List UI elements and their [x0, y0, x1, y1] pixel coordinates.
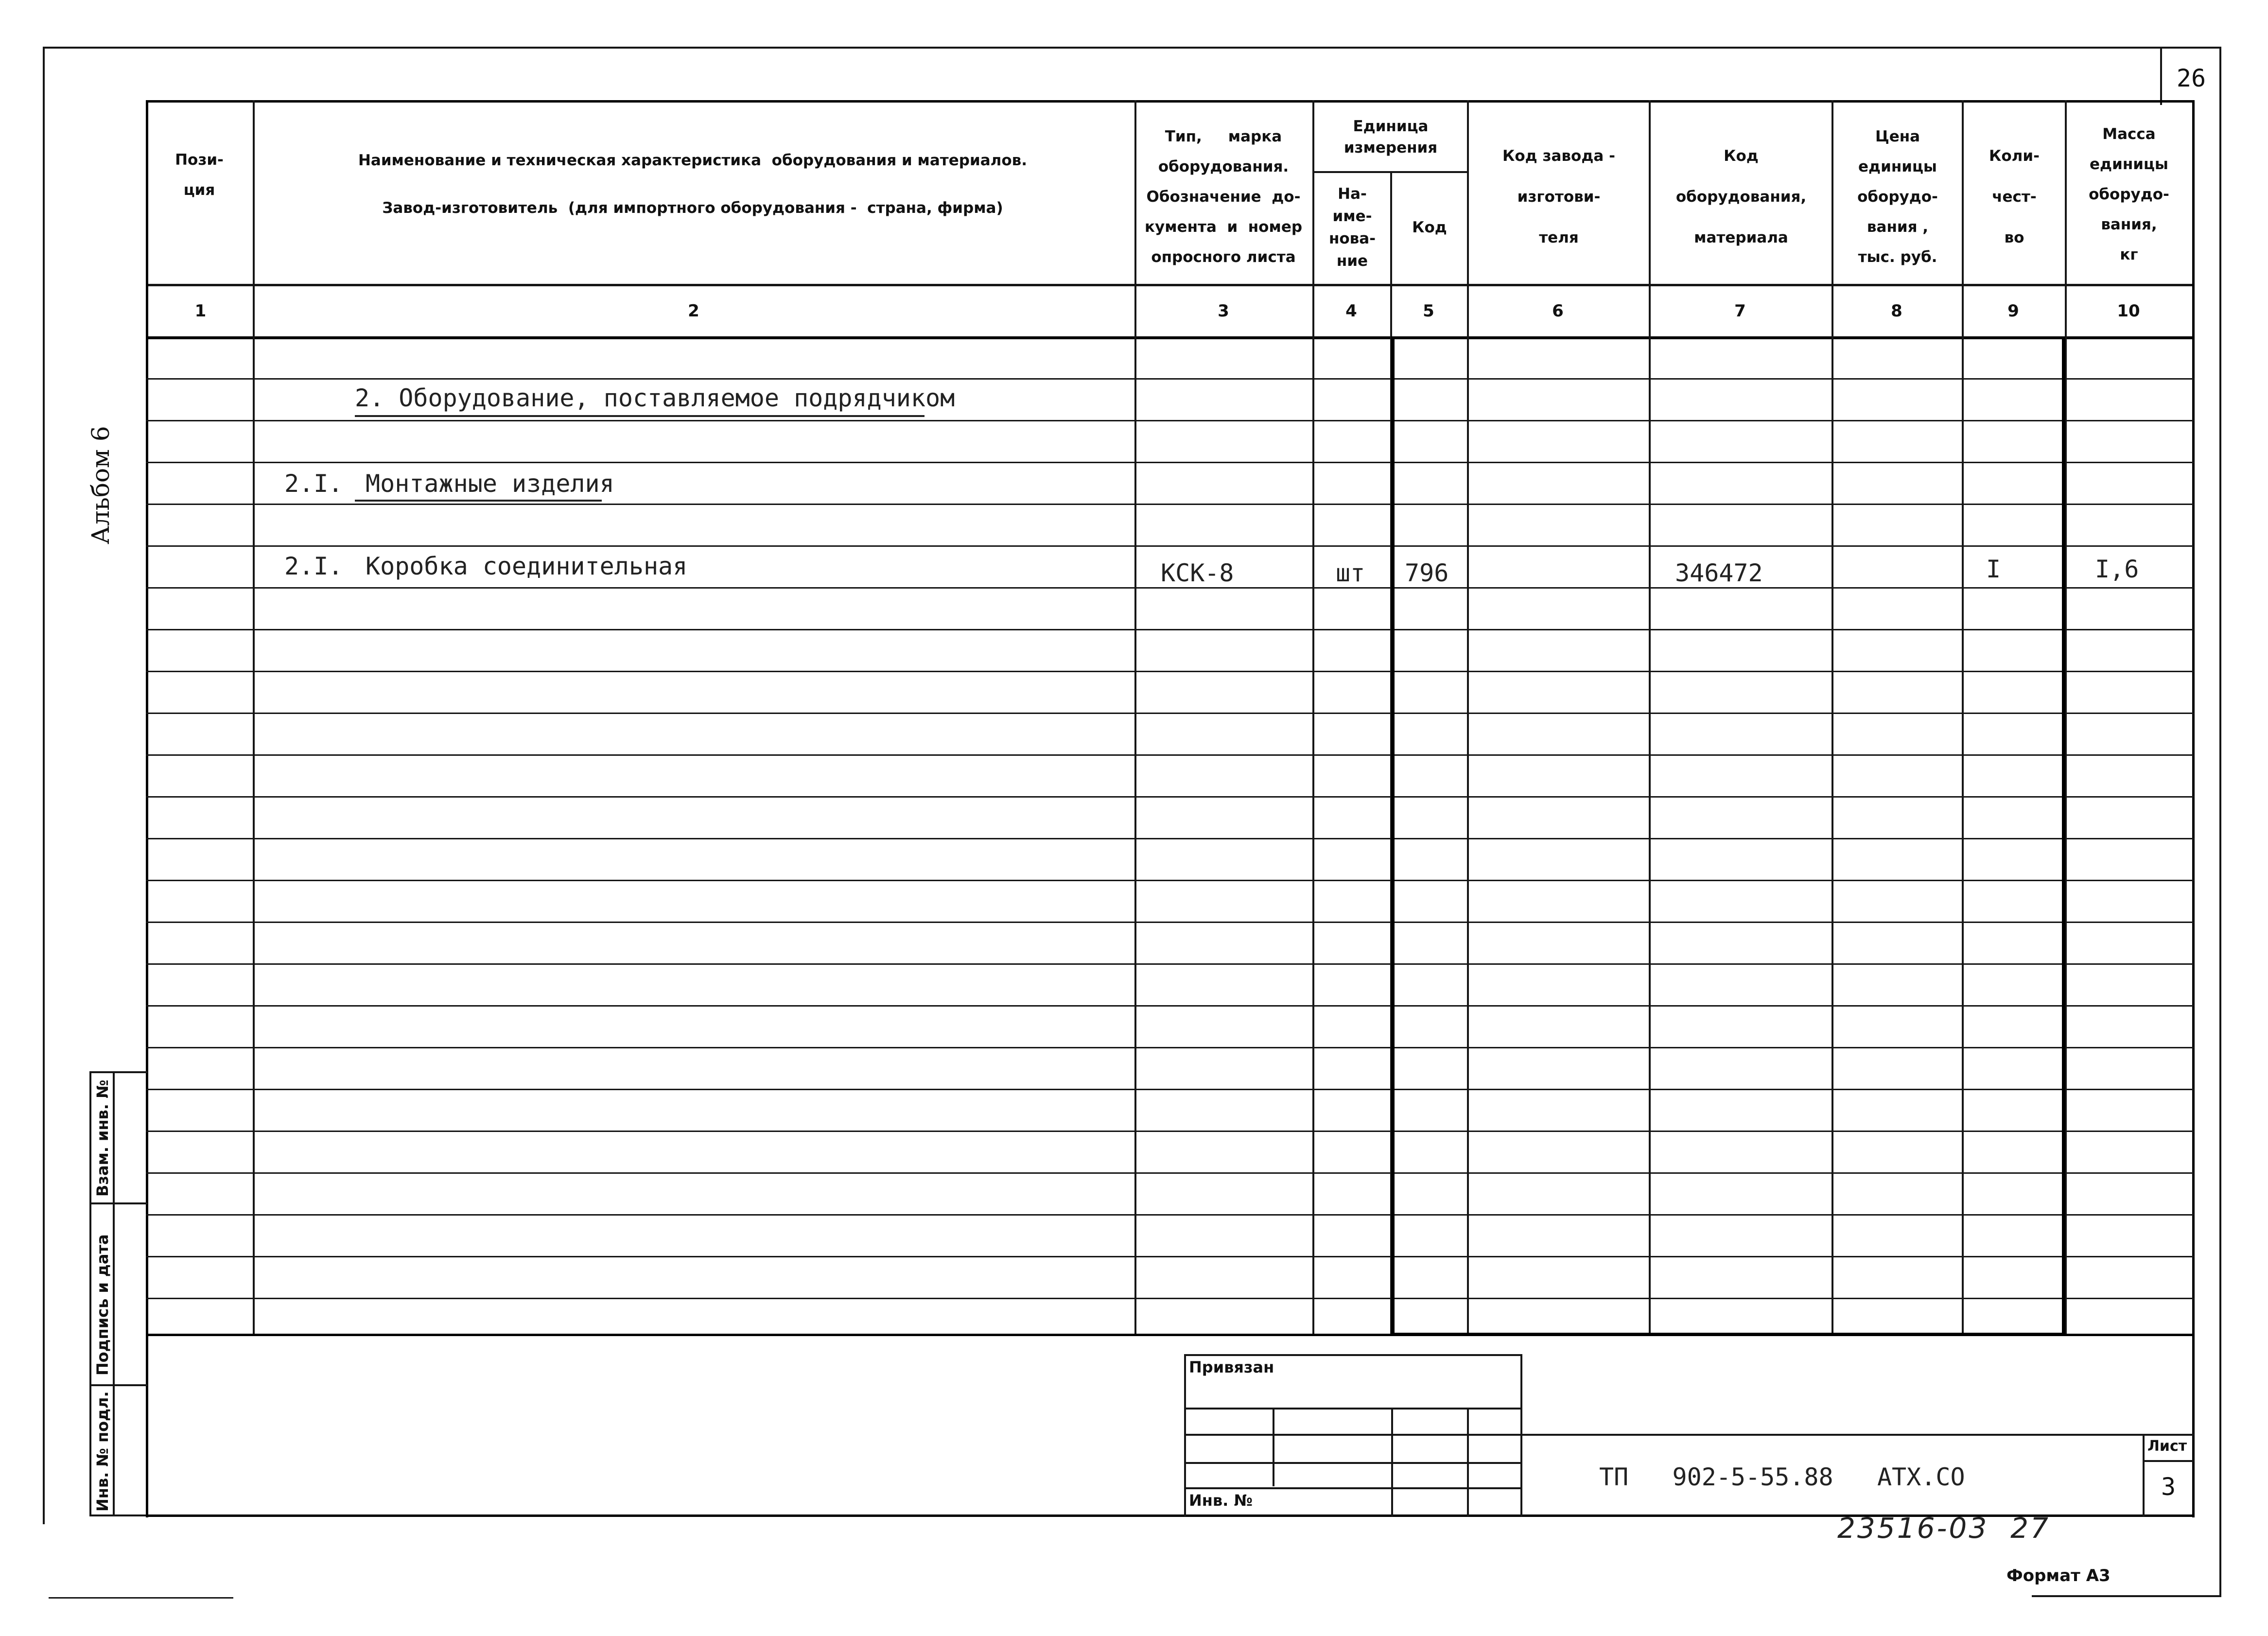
table-row-line — [146, 378, 2194, 380]
table-row-line — [146, 1298, 2194, 1299]
item-unit-name: шт — [1336, 559, 1365, 587]
item-equipment-code: 346472 — [1675, 559, 1763, 587]
header-bottom-border — [146, 284, 2194, 286]
frame-bottom-stub — [49, 1597, 233, 1599]
header-factory-code: Код завода - изготови- теля — [1502, 147, 1615, 246]
column-number-4: 4 — [1345, 301, 1357, 321]
header-name-line2: Завод-изготовитель (для импортного оборудования - страна, фирма) — [382, 199, 1003, 217]
table-row-line — [146, 587, 2194, 589]
table-row-line — [146, 462, 2194, 463]
table-row-line — [146, 1256, 2194, 1257]
side-stamp-left — [89, 1071, 91, 1516]
side-stamp-signature-date: Подпись и дата — [93, 1234, 112, 1375]
item-mass: I,6 — [2095, 555, 2139, 583]
unit-group-divider — [1312, 171, 1467, 173]
column-number-2: 2 — [688, 301, 699, 321]
table-row-line — [146, 838, 2194, 839]
tied-col3 — [1467, 1408, 1469, 1516]
sheet-label: Лист — [2147, 1438, 2187, 1455]
header-unit-name: На- име- нова- ние — [1328, 185, 1376, 270]
side-stamp-div1 — [89, 1202, 148, 1204]
sheet-number: 3 — [2161, 1473, 2176, 1501]
table-row-line — [146, 420, 2194, 421]
header-position: Пози- ция — [175, 151, 224, 199]
table-row-line — [146, 1172, 2194, 1174]
table-row-line — [146, 504, 2194, 505]
format-label: Формат А3 — [2006, 1566, 2111, 1585]
header-quantity: Коли- чест- во — [1989, 147, 2040, 246]
header-price: Цена единицы оборудо- вания , тыс. руб. — [1857, 128, 1938, 266]
body-box-bottom — [1391, 1333, 2065, 1336]
column-number-7: 7 — [1734, 301, 1746, 321]
table-row-line — [146, 1214, 2194, 1216]
table-row-line — [146, 754, 2194, 756]
section-title-underline — [355, 415, 925, 417]
frame-top-border — [43, 47, 2221, 49]
subsection-title-underline — [355, 500, 602, 502]
table-row-line — [146, 880, 2194, 881]
doc-code: ТП 902-5-55.88 АТХ.СО — [1599, 1463, 1965, 1491]
table-row-line — [146, 545, 2194, 547]
header-unit-code: Код — [1412, 219, 1447, 236]
tied-row2 — [1184, 1434, 1522, 1436]
tied-label: Привязан — [1189, 1358, 1274, 1376]
table-row-line — [146, 629, 2194, 630]
tied-row1 — [1184, 1408, 1522, 1410]
table-row-line — [146, 1089, 2194, 1090]
table-top-border — [146, 100, 2194, 103]
page-number: 26 — [2176, 64, 2206, 92]
tied-col1 — [1273, 1408, 1274, 1486]
column-number-8: 8 — [1891, 301, 1902, 321]
frame-left-border — [43, 47, 45, 1524]
header-equipment-code: Код оборудования, материала — [1675, 147, 1807, 246]
table-row-line — [146, 1047, 2194, 1048]
doc-code-top — [1520, 1434, 2194, 1436]
item-unit-code: 796 — [1405, 559, 1449, 587]
column-divider — [1832, 100, 1833, 1335]
subsection-title: Монтажные изделия — [366, 470, 614, 498]
table-row-line — [146, 963, 2194, 965]
side-stamp-middle — [113, 1071, 115, 1516]
column-number-1: 1 — [194, 301, 207, 321]
column-number-6: 6 — [1552, 301, 1564, 321]
tied-box-top — [1184, 1354, 1522, 1356]
frame-right-border — [2219, 47, 2221, 1597]
sheet-box-divider — [2143, 1460, 2194, 1462]
page-number-box-left — [2160, 49, 2162, 105]
section-title: 2. Оборудование, поставляемое подрядчиком — [355, 384, 955, 412]
column-divider — [1467, 100, 1469, 1335]
side-stamp-inv-podl: Инв. № подл. — [93, 1391, 112, 1512]
side-stamp-div2 — [89, 1384, 148, 1386]
column-divider — [1649, 100, 1651, 1335]
body-box-left — [1391, 336, 1395, 1336]
side-stamp-vzam-inv: Взам. инв. № — [93, 1079, 112, 1197]
item-quantity: I — [1986, 555, 2001, 583]
album-label: Альбом 6 — [87, 426, 115, 544]
side-stamp-top — [89, 1071, 148, 1073]
column-divider — [1134, 100, 1136, 1335]
column-number-9: 9 — [2007, 301, 2019, 321]
inv-label: Инв. № — [1189, 1491, 1253, 1510]
frame-bottom-border — [2032, 1595, 2221, 1597]
header-type-mark: Тип, марка оборудования. Обозначение до- кумента и номер опросного листа — [1144, 128, 1303, 266]
table-row-line — [146, 671, 2194, 672]
table-row-line — [146, 1005, 2194, 1007]
table-row-line — [146, 1131, 2194, 1132]
header-name-line1: Наименование и техническая характеристика оборудования и материалов. — [358, 152, 1028, 169]
tied-col2 — [1391, 1408, 1393, 1516]
column-divider — [1312, 100, 1314, 1335]
table-row-line — [146, 713, 2194, 714]
table-row-line — [146, 922, 2194, 923]
item-name: Коробка соединительная — [366, 552, 688, 580]
column-number-5: 5 — [1423, 301, 1434, 321]
header-unit-group: Единица измерения — [1343, 118, 1438, 157]
body-box-right — [2062, 336, 2065, 1336]
column-numbers-bottom-border — [146, 336, 2194, 339]
item-position: 2.I. — [284, 552, 343, 580]
tied-row4 — [1184, 1487, 1522, 1489]
side-stamp-bottom — [89, 1514, 148, 1516]
column-number-10: 10 — [2117, 301, 2140, 321]
table-row-line — [146, 796, 2194, 798]
item-type-mark: КСК-8 — [1161, 559, 1234, 587]
tied-row3 — [1184, 1462, 1522, 1464]
column-number-3: 3 — [1218, 301, 1229, 321]
handwritten-code: 23516-03 27 — [1837, 1512, 2050, 1545]
header-mass: Масса единицы оборудо- вания, кг — [2089, 125, 2169, 263]
subsection-number: 2.I. — [284, 470, 343, 498]
column-divider — [253, 100, 255, 1335]
column-divider — [1962, 100, 1964, 1335]
table-right-border — [2192, 100, 2195, 1517]
